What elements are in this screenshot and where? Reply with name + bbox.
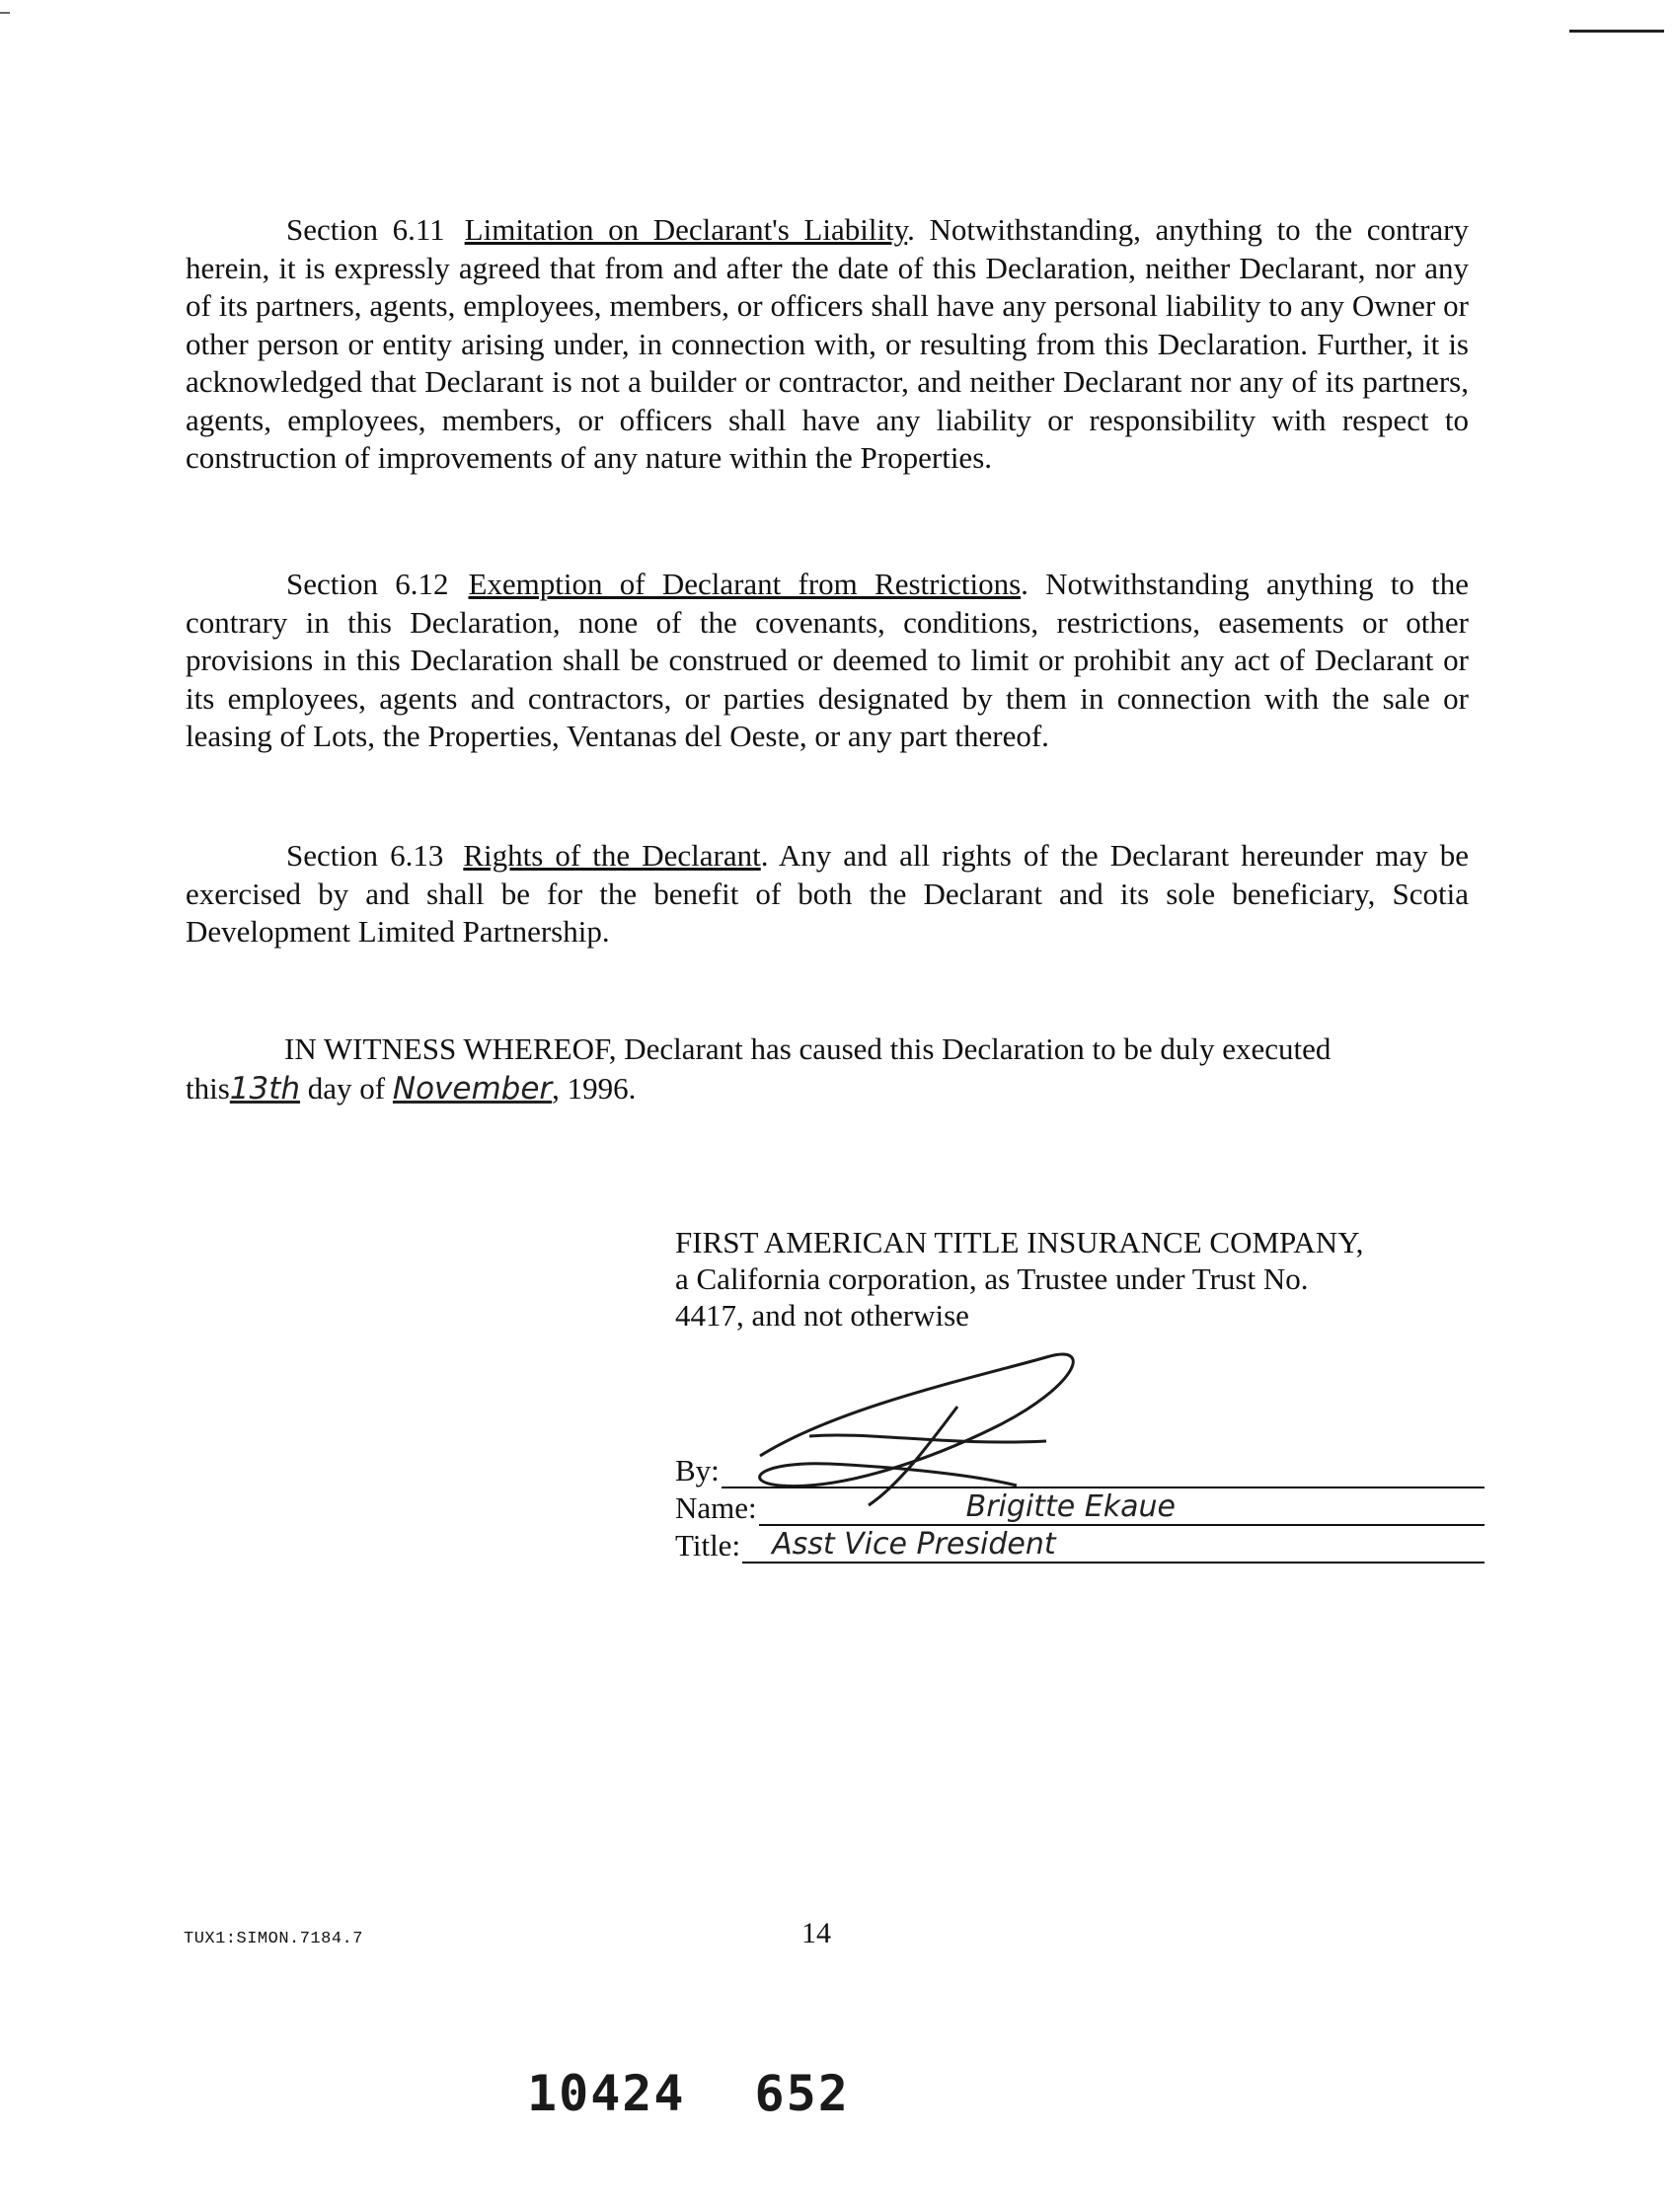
company-description: a California corporation, as Trustee under Trust No. <box>675 1261 1309 1296</box>
company-name: FIRST AMERICAN TITLE INSURANCE COMPANY, <box>675 1225 1364 1259</box>
by-line <box>722 1461 1484 1488</box>
title-label: Title: <box>675 1528 741 1563</box>
by-label: By: <box>675 1453 720 1487</box>
trust-note: 4417, and not otherwise <box>675 1298 969 1333</box>
title-line <box>742 1527 1484 1564</box>
section-title: Rights of the Declarant <box>463 838 761 873</box>
handwritten-day: 13th <box>229 1071 301 1106</box>
section-body: . Notwithstanding anything to the contrary in this Declaration, none of the covenants, conditions, restrictions, easements or other provisions in this Declaration shall be construed or deemed to limit or prohibit any act of Declarant or its employees, agents and contractors, or parties designated by them in connection with the sale or leasing of Lots, the Properties, Ventanas del Oeste, or any part thereof. <box>186 567 1469 753</box>
execution-date-line <box>186 1069 1469 1108</box>
recording-stamp <box>527 2065 850 2122</box>
year-text: , 1996. <box>552 1071 637 1106</box>
section-title: Limitation on Declarant's Liability <box>464 212 908 247</box>
section-6-13 <box>186 837 1469 952</box>
recording-page: 652 <box>754 2065 850 2122</box>
signatory-block <box>675 1224 1484 1334</box>
recording-book: 10424 <box>527 2065 686 2122</box>
section-6-11 <box>186 211 1469 478</box>
section-title: Exemption of Declarant from Restrictions <box>468 567 1022 601</box>
page-number: 14 <box>801 1917 831 1949</box>
section-6-12 <box>186 566 1469 756</box>
name-row <box>675 1488 1484 1526</box>
witness-line: IN WITNESS WHEREOF, Declarant has caused this Declaration to be duly executed <box>284 1031 1332 1066</box>
section-body: . Any and all rights of the Declarant hereunder may be exercised by and shall be for the benefit of both the Declarant and its sole beneficiary, Scotia Development Limited Partnership. <box>186 838 1469 949</box>
by-row <box>675 1451 1484 1488</box>
handwritten-month: November <box>392 1071 553 1106</box>
section-body: . Notwithstanding, anything to the contrary herein, it is expressly agreed that from and after the date of this Declaration, neither Declarant, nor any of its partners, agents, employees, members, or officers shall have any personal liability to any Owner or other person or entity arising under, in connection with, or resulting from this Declaration. Further, it is acknowledged that Declarant is not a builder or contractor, and neither Declarant nor any of its partners, agents, employees, members, or officers shall have any liability or responsibility with respect to construction of improvements of any nature within the Properties. <box>186 212 1469 475</box>
signature-lines <box>675 1451 1484 1564</box>
handwritten-name: Brigitte Ekaue <box>965 1489 1176 1524</box>
handwritten-title: Asst Vice President <box>772 1527 1056 1562</box>
section-number: Section 6.13 <box>286 838 444 873</box>
scan-mark <box>0 12 10 14</box>
name-line <box>759 1489 1484 1526</box>
witness-clause <box>186 1030 1469 1108</box>
title-row <box>675 1526 1484 1564</box>
name-label: Name: <box>675 1490 757 1525</box>
top-rule <box>1569 30 1664 33</box>
this-prefix: this <box>186 1071 230 1106</box>
section-number: Section 6.12 <box>286 567 449 601</box>
section-number: Section 6.11 <box>286 212 445 247</box>
day-of-text: day of <box>300 1071 393 1106</box>
document-code: TUX1:SIMON.7184.7 <box>184 1930 363 1948</box>
